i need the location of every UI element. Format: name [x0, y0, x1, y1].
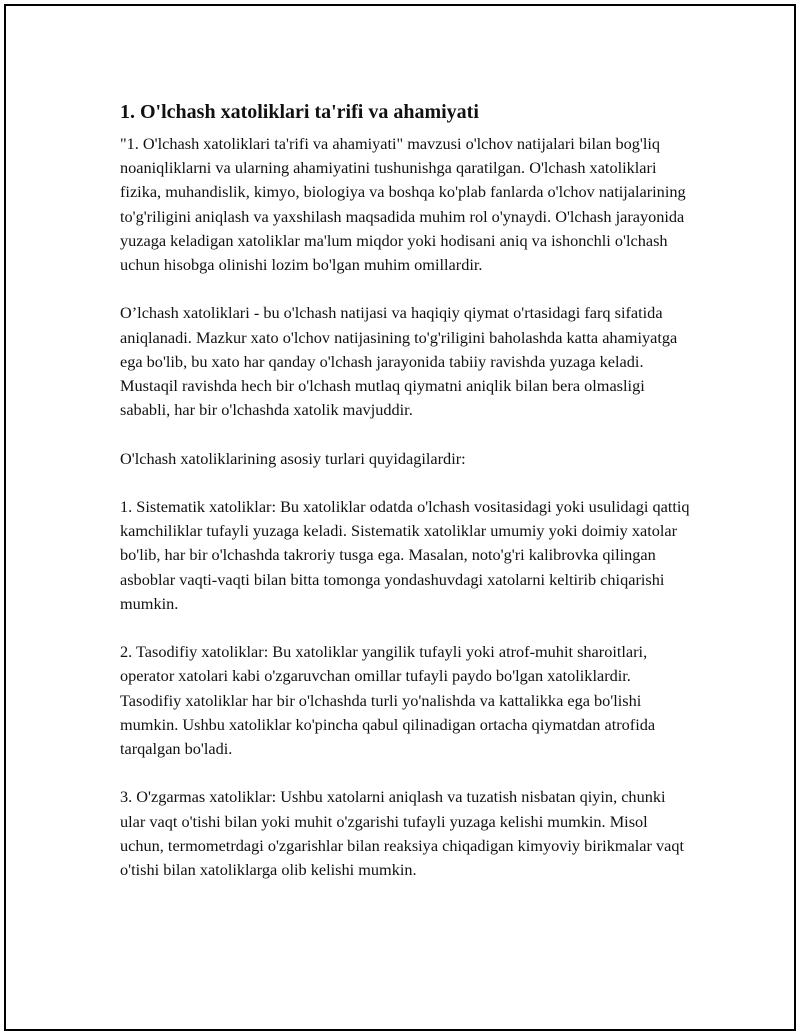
page-frame — [4, 4, 796, 1031]
paragraph-intro: "1. O'lchash xatoliklari ta'rifi va ahamiyati" mavzusi o'lchov natijalari bilan bog'liq noaniqliklarni va ularning ahamiyatini tushunishga qaratilgan. O'lchash xatoliklari fizika, muhandislik, kimyo, biologiya va boshqa ko'plab fanlarda o'lchov natijalarining to'g'riligini aniqlash va yaxshilash maqsadida muhim rol o'ynaydi. O'lchash jarayonida yuzaga keladigan xatoliklar ma'lum miqdor yoki hodisani aniq va ishonchli o'lchash uchun hisobga olinishi lozim bo'lgan muhim omillardir. — [120, 134, 686, 275]
paragraph-constant-errors: 3. O'zgarmas xatoliklar: Ushbu xatolarni aniqlash va tuzatish nisbatan qiyin, chunki ular vaqt o'tishi bilan yoki muhit o'zgarishi tufayli yuzaga kelishi mumkin. Misol uchun, termometrdagi o'zgarishlar bilan reaksiya chiqadigan kimyoviy birikmalar vaqt o'tishi bilan xatoliklarga olib kelishi mumkin. — [120, 787, 685, 880]
section-heading: 1. O'lchash xatoliklari ta'rifi va ahamiyati — [120, 101, 479, 123]
paragraph-types-intro: O'lchash xatoliklarining asosiy turlari quyidagilardir: — [120, 448, 466, 468]
document-body — [120, 99, 692, 906]
paragraph-systematic-errors: 1. Sistematik xatoliklar: Bu xatoliklar odatda o'lchash vositasidagi yoki usulidagi qattiq kamchiliklar tufayli yuzaga keladi. Sistematik xatoliklar umumiy yoki doimiy xatolar bo'lib, har bir o'lchashda takroriy tusga ega. Masalan, noto'g'ri kalibrovka qilingan asboblar vaqti-vaqti bilan bitta tomonga yondashuvdagi xatolarni keltirib chiqarishi mumkin. — [120, 497, 690, 613]
paragraph-definition: O’lchash xatoliklari - bu o'lchash natijasi va haqiqiy qiymat o'rtasidagi farq sifatida aniqlanadi. Mazkur xato o'lchov natijasining to'g'riligini baholashda katta ahamiyatga ega bo'lib, bu xato har qanday o'lchash jarayonida tabiiy ravishda yuzaga keladi. Mustaqil ravishda hech bir o'lchash mutlaq qiymatni aniqlik bilan bera olmasligi sababli, har bir o'lchashda xatolik mavjuddir. — [120, 303, 678, 420]
paragraph-random-errors: 2. Tasodifiy xatoliklar: Bu xatoliklar yangilik tufayli yoki atrof-muhit sharoitlari, operator xatolari kabi o'zgaruvchan omillar tufayli paydo bo'lgan xatoliklardir. Tasodifiy xatoliklar har bir o'lchashda turli yo'nalishda va kattalikka ega bo'lishi mumkin. Ushbu xatoliklar ko'pincha qabul qilinadigan ortacha qiymatdan atrofida tarqalgan bo'ladi. — [120, 642, 656, 759]
